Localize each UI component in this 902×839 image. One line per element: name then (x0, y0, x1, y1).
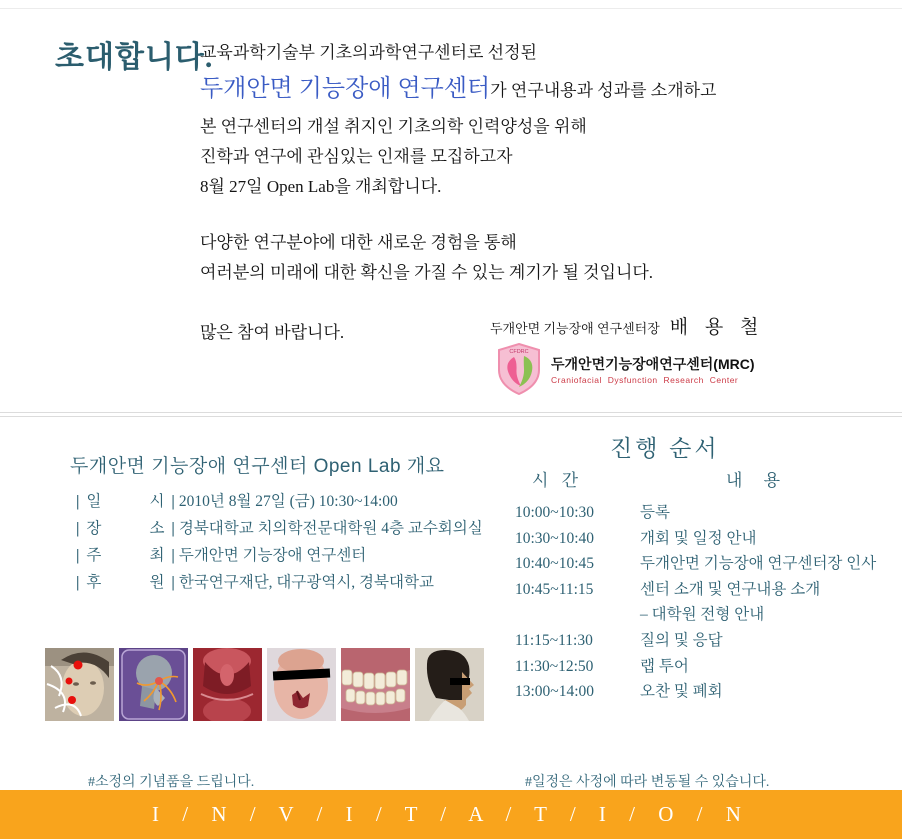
label-bar: | (171, 493, 175, 510)
top-rule (0, 8, 902, 9)
schedule-content: 두개안면 기능장애 연구센터장 인사 (640, 555, 877, 573)
schedule-rows (515, 500, 876, 705)
schedule-content: – 대학원 전형 안내 (640, 606, 765, 624)
intro-line-4: 진학과 연구에 관심있는 인재를 모집하고자 (200, 147, 513, 166)
skull-nerve-diagram-photo (119, 648, 188, 721)
signature-name: 배 용 철 (669, 317, 765, 338)
logo-name-english: Craniofacial Dysfunction Research Center (551, 374, 739, 385)
detail-row-place (76, 516, 483, 543)
detail-row-date (76, 489, 483, 516)
schedule-col-content: 내 용 (726, 471, 780, 490)
schedule-content: 오찬 및 폐회 (640, 683, 723, 701)
detail-value: 두개안면 기능장애 연구센터 (178, 547, 367, 564)
detail-value: 2010년 8월 27일 (금) 10:30~14:00 (178, 493, 398, 510)
closing-line: 많은 참여 바랍니다. (200, 323, 345, 342)
facial-pain-photo (45, 648, 114, 721)
schedule-time: 11:15~11:30 (515, 631, 593, 649)
body-line-1: 다양한 연구분야에 대한 새로운 경험을 통해 (200, 233, 517, 252)
logo-name-korean: 두개안면기능장애연구센터(MRC) (551, 355, 755, 372)
center-logo (497, 343, 755, 395)
schedule-row (515, 628, 876, 654)
schedule-time: 10:00~10:30 (515, 504, 594, 521)
schedule-time: 10:40~10:45 (515, 555, 594, 573)
label-bar: | (76, 547, 80, 564)
invitation-banner (0, 790, 902, 839)
event-announcement-line: 8월 27일 Open Lab을 개최합니다. (200, 177, 442, 196)
schedule-col-time: 시 간 (532, 471, 578, 490)
label-bar: | (76, 574, 80, 591)
schedule-row (515, 500, 876, 526)
schedule-time: 11:30~12:50 (515, 657, 594, 675)
detail-label: 후 원 (86, 574, 165, 591)
clinical-photo-strip (45, 648, 484, 721)
intro-line-2-rest: 가 연구내용과 성과를 소개하고 (490, 81, 717, 100)
signature (490, 312, 764, 339)
schedule-title: 진행 순서 (610, 436, 720, 461)
schedule-time: 10:30~10:40 (515, 529, 594, 547)
label-bar: | (171, 520, 175, 537)
detail-value: 경북대학교 치의학전문대학원 4층 교수회의실 (178, 520, 483, 537)
page-title: 초대합니다. (55, 41, 214, 74)
detail-label: 장 소 (86, 520, 165, 537)
cfdrc-shield-icon (497, 343, 541, 395)
schedule-content: 개회 및 일정 안내 (640, 529, 757, 547)
detail-row-sponsor (76, 570, 483, 597)
schedule-row (515, 679, 876, 705)
center-name-highlight: 두개안면 기능장애 연구센터 (200, 76, 491, 102)
detail-label: 주 최 (86, 547, 165, 564)
schedule-row (515, 577, 876, 603)
body-line-2: 여러분의 미래에 대한 확신을 가질 수 있는 계기가 될 것입니다. (200, 263, 654, 282)
event-details-list (76, 489, 483, 597)
label-bar: | (171, 547, 175, 564)
label-bar: | (171, 574, 175, 591)
teeth-occlusion-photo (341, 648, 410, 721)
section-divider (0, 412, 902, 417)
schedule-content: 질의 및 응답 (640, 631, 723, 649)
head-profile-photo (415, 648, 484, 721)
schedule-time: 10:45~11:15 (515, 580, 594, 598)
footer-note-gift: #소정의 기념품을 드립니다. (88, 775, 255, 790)
schedule-time: 13:00~14:00 (515, 683, 594, 701)
intro-line-1: 교육과학기술부 기초의과학연구센터로 선정된 (200, 43, 537, 62)
signature-role: 두개안면 기능장애 연구센터장 (490, 321, 660, 336)
infant-cleft-lip-photo (267, 648, 336, 721)
logo-text (551, 354, 755, 385)
schedule-row (515, 551, 876, 577)
label-bar: | (76, 493, 80, 510)
shield-badge-text: CFDRC (509, 349, 529, 355)
detail-row-host (76, 543, 483, 570)
intro-line-2 (200, 68, 716, 103)
schedule-row (515, 602, 876, 628)
overview-heading: 두개안면 기능장애 연구센터 Open Lab 개요 (70, 456, 445, 477)
schedule-row (515, 526, 876, 552)
footer-note-schedule-change: #일정은 사정에 따라 변동될 수 있습니다. (525, 775, 770, 790)
invitation-banner-text: I / N / V / I / T / A / T / I / O / N (152, 802, 750, 826)
schedule-content: 센터 소개 및 연구내용 소개 (640, 580, 821, 598)
intro-line-3: 본 연구센터의 개설 취지인 기초의학 인력양성을 위해 (200, 117, 587, 136)
detail-label: 일 시 (86, 493, 165, 510)
detail-value: 한국연구재단, 대구광역시, 경북대학교 (178, 574, 434, 591)
label-bar: | (76, 520, 80, 537)
schedule-content: 랩 투어 (640, 657, 689, 675)
schedule-content: 등록 (640, 504, 670, 521)
schedule-row (515, 654, 876, 680)
oral-cavity-photo (193, 648, 262, 721)
